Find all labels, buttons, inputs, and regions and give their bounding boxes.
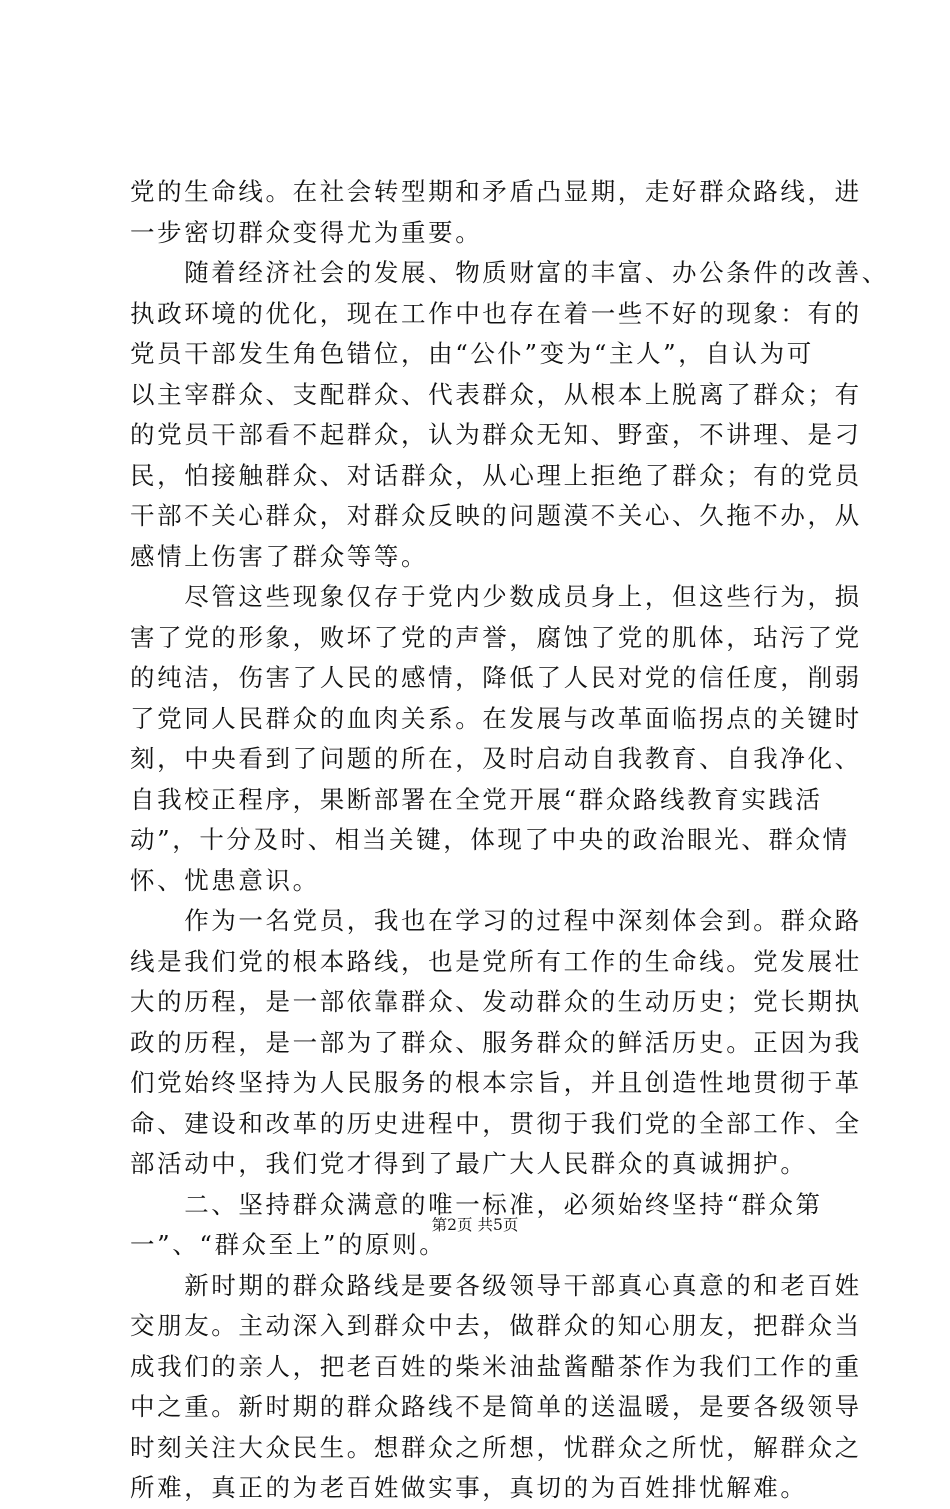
text-line: 交朋友。主动深入到群众中去，做群众的知心朋友，把群众当 <box>130 1311 862 1340</box>
document-body <box>130 172 889 1509</box>
text-line: 所难，真正的为老百姓做实事，真切的为百姓排忧解难。 <box>130 1473 808 1502</box>
text-line: 一步密切群众变得尤为重要。 <box>130 217 483 247</box>
text-line: 二、坚持群众满意的唯一标准，必须始终坚持“群众第 <box>130 1189 823 1219</box>
text-line: 害了党的形象，败坏了党的声誉，腐蚀了党的肌体，玷污了党 <box>130 622 862 652</box>
text-line: 大的历程，是一部依靠群众、发动群众的生动历史；党长期执 <box>130 987 862 1016</box>
text-line: 怀、忧患意识。 <box>130 865 320 895</box>
text-line: 民，怕接触群众、对话群众，从心理上拒绝了群众；有的党员 <box>130 460 862 490</box>
text-line: 刻，中央看到了问题的所在，及时启动自我教育、自我净化、 <box>130 744 862 773</box>
text-line: 尽管这些现象仅存于党内少数成员身上，但这些行为，损 <box>130 582 862 611</box>
text-line: 中之重。新时期的群众路线不是简单的送温暖，是要各级领导 <box>130 1392 862 1421</box>
text-line: 的党员干部看不起群众，认为群众无知、野蛮，不讲理、是刁 <box>130 420 862 449</box>
text-line: 动”，十分及时、相当关键，体现了中央的政治眼光、群众情 <box>130 825 850 854</box>
text-line: 命、建设和改革的历史进程中，贯彻于我们党的全部工作、全 <box>130 1108 862 1138</box>
text-line: 执政环境的优化，现在工作中也存在着一些不好的现象：有的 <box>130 298 862 328</box>
text-line: 作为一名党员，我也在学习的过程中深刻体会到。群众路 <box>130 906 862 935</box>
text-line: 党员干部发生角色错位，由“公仆”变为“主人”，自认为可 <box>130 339 814 368</box>
text-line: 部活动中，我们党才得到了最广大人民群众的真诚拥护。 <box>130 1149 808 1178</box>
text-line: 时刻关注大众民生。想群众之所想，忧群众之所忧，解群众之 <box>130 1432 862 1462</box>
text-line: 新时期的群众路线是要各级领导干部真心真意的和老百姓 <box>130 1270 862 1300</box>
text-line: 自我校正程序，果断部署在全党开展“群众路线教育实践活 <box>130 784 823 814</box>
text-line: 政的历程，是一部为了群众、服务群众的鲜活历史。正因为我 <box>130 1027 862 1057</box>
text-line: 感情上伤害了群众等等。 <box>130 541 429 571</box>
text-line: 干部不关心群众，对群众反映的问题漠不关心、久拖不办，从 <box>130 501 862 530</box>
text-line: 党的生命线。在社会转型期和矛盾凸显期，走好群众路线，进 <box>130 177 862 206</box>
text-line: 们党始终坚持为人民服务的根本宗旨，并且创造性地贯彻于革 <box>130 1068 862 1097</box>
text-line: 以主宰群众、支配群众、代表群众，从根本上脱离了群众；有 <box>130 379 862 409</box>
text-line: 的纯洁，伤害了人民的感情，降低了人民对党的信任度，削弱 <box>130 663 862 692</box>
text-line: 随着经济社会的发展、物质财富的丰富、办公条件的改善、 <box>130 258 889 287</box>
page-number-footer: 第2页 共5页 <box>431 1216 519 1234</box>
text-line: 了党同人民群众的血肉关系。在发展与改革面临拐点的关键时 <box>130 703 862 733</box>
text-line: 成我们的亲人，把老百姓的柴米油盐酱醋茶作为我们工作的重 <box>130 1351 862 1381</box>
text-line: 线是我们党的根本路线，也是党所有工作的生命线。党发展壮 <box>130 946 862 976</box>
text-line: 一”、“群众至上”的原则。 <box>130 1230 447 1259</box>
